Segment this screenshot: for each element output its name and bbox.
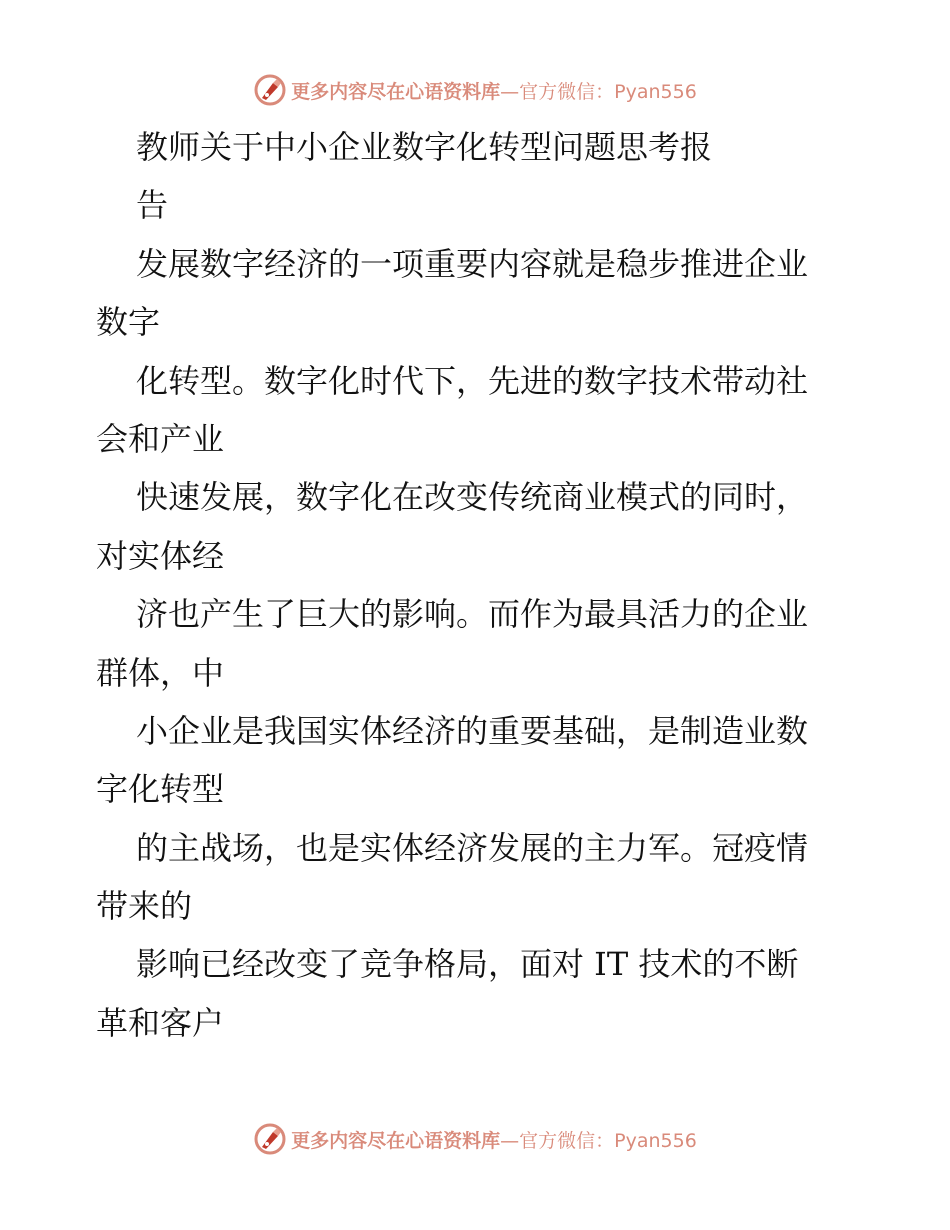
document-line: 字化转型: [96, 770, 225, 809]
pen-nib-logo-icon: [253, 1122, 287, 1156]
document-line: 会和产业: [96, 419, 225, 458]
pen-nib-logo-icon: [253, 73, 287, 107]
document-line: 发展数字经济的一项重要内容就是稳步推进企业: [136, 244, 809, 283]
document-line: 教师关于中小企业数字化转型问题思考报: [136, 128, 713, 166]
document-body: [96, 118, 866, 1052]
document-line: 数字: [96, 303, 161, 342]
document-line: 对实体经: [96, 536, 225, 575]
document-line: 革和客户: [96, 1003, 225, 1042]
document-line: 告: [136, 186, 169, 225]
document-line: 带来的: [96, 887, 193, 926]
document-line: 小企业是我国实体经济的重要基础，是制造业数: [136, 711, 809, 750]
document-line: 济也产生了巨大的影响。而作为最具活力的企业: [136, 595, 809, 634]
document-line: 影响已经改变了竞争格局，面对 IT 技术的不断: [136, 945, 799, 984]
footer-watermark-banner: [0, 1119, 950, 1159]
document-line: 化转型。数字化时代下，先进的数字技术带动社: [136, 361, 809, 400]
watermark-contact-text: —官方微信：Pyan556: [500, 80, 697, 103]
document-line: 快速发展，数字化在改变传统商业模式的同时，: [136, 478, 809, 517]
header-watermark-banner: [0, 70, 950, 110]
document-line: 群体，中: [96, 653, 225, 692]
watermark-brand-text: 更多内容尽在心语资料库: [291, 1129, 501, 1152]
watermark-contact-text: —官方微信：Pyan556: [500, 1129, 697, 1152]
document-line: 的主战场，也是实体经济发展的主力军。冠疫情: [136, 828, 809, 867]
watermark-brand-text: 更多内容尽在心语资料库: [291, 80, 501, 103]
